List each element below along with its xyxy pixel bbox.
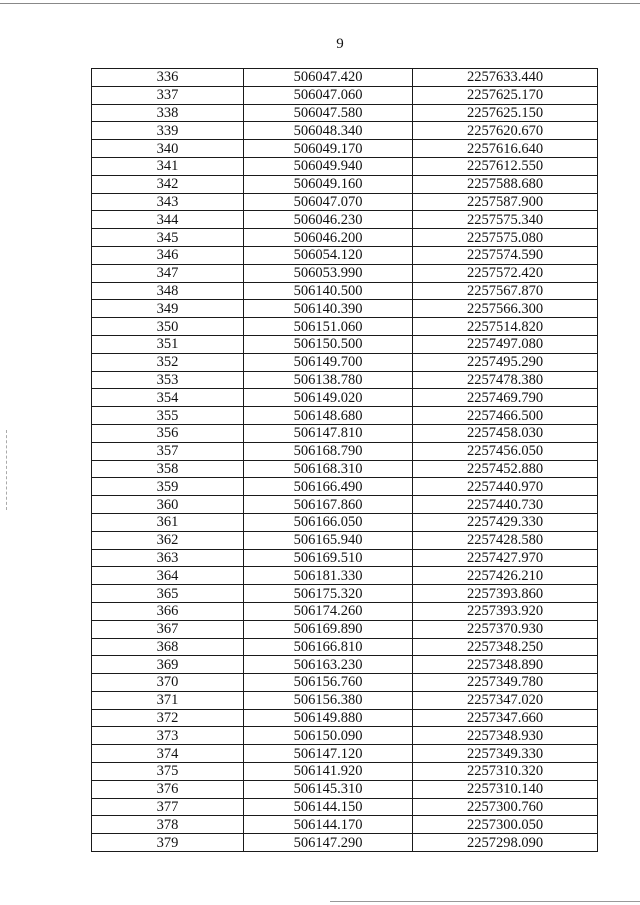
y-coordinate-cell: 2257428.580 bbox=[413, 531, 598, 549]
x-coordinate-cell: 506048.340 bbox=[244, 122, 413, 140]
y-coordinate-cell: 2257575.080 bbox=[413, 229, 598, 247]
point-number-cell: 355 bbox=[92, 407, 244, 425]
table-row bbox=[92, 157, 598, 175]
table-row bbox=[92, 620, 598, 638]
point-number-cell: 362 bbox=[92, 531, 244, 549]
point-number-cell: 379 bbox=[92, 834, 244, 852]
y-coordinate-cell: 2257393.920 bbox=[413, 602, 598, 620]
y-coordinate-cell: 2257298.090 bbox=[413, 834, 598, 852]
x-coordinate-cell: 506047.070 bbox=[244, 193, 413, 211]
y-coordinate-cell: 2257440.970 bbox=[413, 478, 598, 496]
table-row bbox=[92, 86, 598, 104]
table-row bbox=[92, 371, 598, 389]
y-coordinate-cell: 2257469.790 bbox=[413, 389, 598, 407]
x-coordinate-cell: 506175.320 bbox=[244, 585, 413, 603]
y-coordinate-cell: 2257574.590 bbox=[413, 246, 598, 264]
table-row bbox=[92, 549, 598, 567]
table-row bbox=[92, 567, 598, 585]
point-number-cell: 352 bbox=[92, 353, 244, 371]
table-row bbox=[92, 140, 598, 158]
x-coordinate-cell: 506166.050 bbox=[244, 513, 413, 531]
x-coordinate-cell: 506047.060 bbox=[244, 86, 413, 104]
table-row bbox=[92, 229, 598, 247]
table-row bbox=[92, 424, 598, 442]
point-number-cell: 346 bbox=[92, 246, 244, 264]
x-coordinate-cell: 506046.200 bbox=[244, 229, 413, 247]
scan-edge-mark bbox=[6, 430, 8, 510]
point-number-cell: 351 bbox=[92, 335, 244, 353]
table-row bbox=[92, 478, 598, 496]
point-number-cell: 375 bbox=[92, 763, 244, 781]
point-number-cell: 371 bbox=[92, 691, 244, 709]
y-coordinate-cell: 2257427.970 bbox=[413, 549, 598, 567]
y-coordinate-cell: 2257633.440 bbox=[413, 69, 598, 87]
table-row bbox=[92, 69, 598, 87]
scan-border-top bbox=[0, 3, 640, 4]
point-number-cell: 339 bbox=[92, 122, 244, 140]
point-number-cell: 336 bbox=[92, 69, 244, 87]
y-coordinate-cell: 2257349.330 bbox=[413, 745, 598, 763]
x-coordinate-cell: 506169.890 bbox=[244, 620, 413, 638]
point-number-cell: 337 bbox=[92, 86, 244, 104]
x-coordinate-cell: 506049.160 bbox=[244, 175, 413, 193]
y-coordinate-cell: 2257495.290 bbox=[413, 353, 598, 371]
x-coordinate-cell: 506147.120 bbox=[244, 745, 413, 763]
table-row bbox=[92, 834, 598, 852]
x-coordinate-cell: 506046.230 bbox=[244, 211, 413, 229]
table-row bbox=[92, 798, 598, 816]
point-number-cell: 342 bbox=[92, 175, 244, 193]
x-coordinate-cell: 506141.920 bbox=[244, 763, 413, 781]
point-number-cell: 364 bbox=[92, 567, 244, 585]
point-number-cell: 358 bbox=[92, 460, 244, 478]
point-number-cell: 340 bbox=[92, 140, 244, 158]
y-coordinate-cell: 2257348.250 bbox=[413, 638, 598, 656]
y-coordinate-cell: 2257566.300 bbox=[413, 300, 598, 318]
table-row bbox=[92, 389, 598, 407]
table-row bbox=[92, 674, 598, 692]
table-row bbox=[92, 602, 598, 620]
point-number-cell: 354 bbox=[92, 389, 244, 407]
x-coordinate-cell: 506144.170 bbox=[244, 816, 413, 834]
y-coordinate-cell: 2257567.870 bbox=[413, 282, 598, 300]
table-row bbox=[92, 638, 598, 656]
y-coordinate-cell: 2257616.640 bbox=[413, 140, 598, 158]
point-number-cell: 369 bbox=[92, 656, 244, 674]
y-coordinate-cell: 2257310.320 bbox=[413, 763, 598, 781]
table-row bbox=[92, 656, 598, 674]
point-number-cell: 360 bbox=[92, 496, 244, 514]
y-coordinate-cell: 2257347.020 bbox=[413, 691, 598, 709]
y-coordinate-cell: 2257466.500 bbox=[413, 407, 598, 425]
y-coordinate-cell: 2257349.780 bbox=[413, 674, 598, 692]
x-coordinate-cell: 506166.810 bbox=[244, 638, 413, 656]
table-row bbox=[92, 122, 598, 140]
table-row bbox=[92, 335, 598, 353]
table-row bbox=[92, 175, 598, 193]
point-number-cell: 368 bbox=[92, 638, 244, 656]
y-coordinate-cell: 2257625.150 bbox=[413, 104, 598, 122]
y-coordinate-cell: 2257370.930 bbox=[413, 620, 598, 638]
x-coordinate-cell: 506047.420 bbox=[244, 69, 413, 87]
point-number-cell: 378 bbox=[92, 816, 244, 834]
y-coordinate-cell: 2257588.680 bbox=[413, 175, 598, 193]
x-coordinate-cell: 506149.700 bbox=[244, 353, 413, 371]
x-coordinate-cell: 506150.090 bbox=[244, 727, 413, 745]
table-row bbox=[92, 104, 598, 122]
table-row bbox=[92, 780, 598, 798]
x-coordinate-cell: 506150.500 bbox=[244, 335, 413, 353]
y-coordinate-cell: 2257300.050 bbox=[413, 816, 598, 834]
table-row bbox=[92, 282, 598, 300]
y-coordinate-cell: 2257426.210 bbox=[413, 567, 598, 585]
coordinates-table-body bbox=[92, 69, 598, 852]
y-coordinate-cell: 2257572.420 bbox=[413, 264, 598, 282]
point-number-cell: 376 bbox=[92, 780, 244, 798]
x-coordinate-cell: 506156.760 bbox=[244, 674, 413, 692]
x-coordinate-cell: 506167.860 bbox=[244, 496, 413, 514]
y-coordinate-cell: 2257612.550 bbox=[413, 157, 598, 175]
x-coordinate-cell: 506149.020 bbox=[244, 389, 413, 407]
y-coordinate-cell: 2257478.380 bbox=[413, 371, 598, 389]
table-row bbox=[92, 353, 598, 371]
table-row bbox=[92, 318, 598, 336]
x-coordinate-cell: 506140.390 bbox=[244, 300, 413, 318]
x-coordinate-cell: 506166.490 bbox=[244, 478, 413, 496]
point-number-cell: 343 bbox=[92, 193, 244, 211]
point-number-cell: 353 bbox=[92, 371, 244, 389]
point-number-cell: 377 bbox=[92, 798, 244, 816]
x-coordinate-cell: 506147.290 bbox=[244, 834, 413, 852]
table-row bbox=[92, 300, 598, 318]
table-row bbox=[92, 585, 598, 603]
point-number-cell: 372 bbox=[92, 709, 244, 727]
table-row bbox=[92, 460, 598, 478]
point-number-cell: 344 bbox=[92, 211, 244, 229]
table-row bbox=[92, 246, 598, 264]
y-coordinate-cell: 2257587.900 bbox=[413, 193, 598, 211]
x-coordinate-cell: 506163.230 bbox=[244, 656, 413, 674]
table-row bbox=[92, 531, 598, 549]
point-number-cell: 370 bbox=[92, 674, 244, 692]
page-number: 9 bbox=[336, 36, 344, 52]
point-number-cell: 366 bbox=[92, 602, 244, 620]
x-coordinate-cell: 506147.810 bbox=[244, 424, 413, 442]
scan-border-bottom bbox=[330, 901, 640, 902]
point-number-cell: 359 bbox=[92, 478, 244, 496]
x-coordinate-cell: 506156.380 bbox=[244, 691, 413, 709]
y-coordinate-cell: 2257300.760 bbox=[413, 798, 598, 816]
y-coordinate-cell: 2257452.880 bbox=[413, 460, 598, 478]
table-row bbox=[92, 193, 598, 211]
x-coordinate-cell: 506168.790 bbox=[244, 442, 413, 460]
point-number-cell: 345 bbox=[92, 229, 244, 247]
table-row bbox=[92, 496, 598, 514]
x-coordinate-cell: 506054.120 bbox=[244, 246, 413, 264]
point-number-cell: 347 bbox=[92, 264, 244, 282]
y-coordinate-cell: 2257348.930 bbox=[413, 727, 598, 745]
x-coordinate-cell: 506174.260 bbox=[244, 602, 413, 620]
point-number-cell: 341 bbox=[92, 157, 244, 175]
table-row bbox=[92, 763, 598, 781]
point-number-cell: 348 bbox=[92, 282, 244, 300]
point-number-cell: 350 bbox=[92, 318, 244, 336]
x-coordinate-cell: 506144.150 bbox=[244, 798, 413, 816]
y-coordinate-cell: 2257514.820 bbox=[413, 318, 598, 336]
x-coordinate-cell: 506168.310 bbox=[244, 460, 413, 478]
y-coordinate-cell: 2257310.140 bbox=[413, 780, 598, 798]
point-number-cell: 374 bbox=[92, 745, 244, 763]
x-coordinate-cell: 506165.940 bbox=[244, 531, 413, 549]
table-row bbox=[92, 407, 598, 425]
x-coordinate-cell: 506047.580 bbox=[244, 104, 413, 122]
x-coordinate-cell: 506049.940 bbox=[244, 157, 413, 175]
x-coordinate-cell: 506053.990 bbox=[244, 264, 413, 282]
x-coordinate-cell: 506149.880 bbox=[244, 709, 413, 727]
table-row bbox=[92, 211, 598, 229]
x-coordinate-cell: 506145.310 bbox=[244, 780, 413, 798]
x-coordinate-cell: 506181.330 bbox=[244, 567, 413, 585]
y-coordinate-cell: 2257456.050 bbox=[413, 442, 598, 460]
point-number-cell: 349 bbox=[92, 300, 244, 318]
point-number-cell: 363 bbox=[92, 549, 244, 567]
table-row bbox=[92, 264, 598, 282]
point-number-cell: 373 bbox=[92, 727, 244, 745]
y-coordinate-cell: 2257393.860 bbox=[413, 585, 598, 603]
y-coordinate-cell: 2257347.660 bbox=[413, 709, 598, 727]
point-number-cell: 338 bbox=[92, 104, 244, 122]
y-coordinate-cell: 2257620.670 bbox=[413, 122, 598, 140]
x-coordinate-cell: 506148.680 bbox=[244, 407, 413, 425]
x-coordinate-cell: 506169.510 bbox=[244, 549, 413, 567]
table-row bbox=[92, 691, 598, 709]
x-coordinate-cell: 506049.170 bbox=[244, 140, 413, 158]
table-row bbox=[92, 709, 598, 727]
point-number-cell: 365 bbox=[92, 585, 244, 603]
y-coordinate-cell: 2257497.080 bbox=[413, 335, 598, 353]
point-number-cell: 367 bbox=[92, 620, 244, 638]
point-number-cell: 361 bbox=[92, 513, 244, 531]
y-coordinate-cell: 2257440.730 bbox=[413, 496, 598, 514]
table-row bbox=[92, 745, 598, 763]
x-coordinate-cell: 506138.780 bbox=[244, 371, 413, 389]
coordinates-table bbox=[91, 68, 598, 852]
x-coordinate-cell: 506151.060 bbox=[244, 318, 413, 336]
table-row bbox=[92, 513, 598, 531]
y-coordinate-cell: 2257429.330 bbox=[413, 513, 598, 531]
point-number-cell: 357 bbox=[92, 442, 244, 460]
y-coordinate-cell: 2257348.890 bbox=[413, 656, 598, 674]
table-row bbox=[92, 816, 598, 834]
x-coordinate-cell: 506140.500 bbox=[244, 282, 413, 300]
y-coordinate-cell: 2257575.340 bbox=[413, 211, 598, 229]
y-coordinate-cell: 2257625.170 bbox=[413, 86, 598, 104]
point-number-cell: 356 bbox=[92, 424, 244, 442]
y-coordinate-cell: 2257458.030 bbox=[413, 424, 598, 442]
table-row bbox=[92, 727, 598, 745]
table-row bbox=[92, 442, 598, 460]
